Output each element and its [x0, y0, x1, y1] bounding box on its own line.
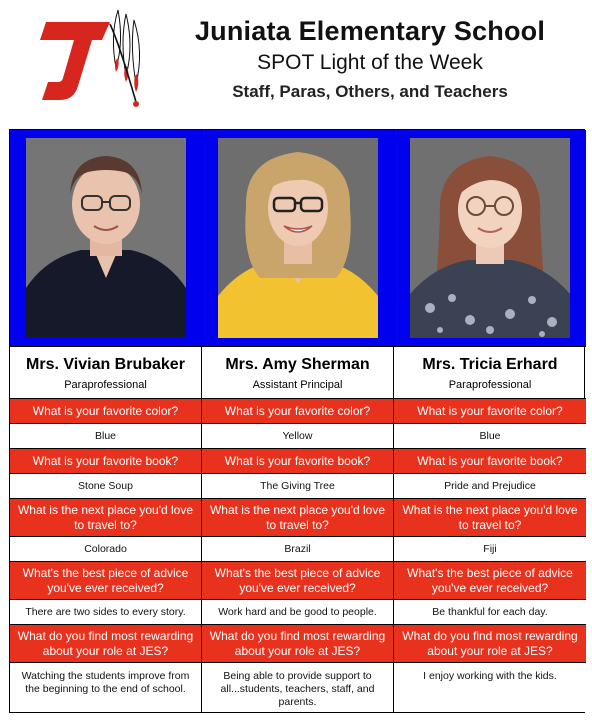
staff-role: Paraprofessional [448, 379, 532, 391]
page-header [0, 0, 592, 128]
question-favorite-color: What is your favorite color? [10, 399, 201, 424]
staff-name: Mrs. Vivian Brubaker [26, 356, 185, 373]
staff-name-cell [10, 347, 201, 399]
question-travel: What is the next place you'd love to travel to? [394, 499, 586, 537]
photo-cell [202, 130, 393, 347]
staff-photo-erhard [410, 138, 570, 338]
answer-advice: There are two sides to every story. [10, 600, 201, 625]
staff-name: Mrs. Tricia Erhard [422, 356, 558, 373]
staff-column-erhard [394, 130, 586, 712]
photo-cell [394, 130, 586, 347]
question-favorite-book: What is your favorite book? [394, 449, 586, 474]
school-name: Juniata Elementary School [194, 16, 546, 46]
answer-travel: Brazil [202, 537, 393, 562]
question-advice: What's the best piece of advice you've ever received? [202, 562, 393, 600]
staff-photo-brubaker [26, 138, 186, 338]
staff-name-cell [202, 347, 393, 399]
answer-travel: Fiji [394, 537, 586, 562]
staff-role: Assistant Principal [252, 379, 343, 391]
answer-favorite-color: Blue [10, 424, 201, 449]
staff-name-cell [394, 347, 586, 399]
question-rewarding: What do you find most rewarding about your role at JES? [10, 625, 201, 663]
question-favorite-book: What is your favorite book? [202, 449, 393, 474]
staff-column-sherman [202, 130, 394, 712]
question-advice: What's the best piece of advice you've ever received? [394, 562, 586, 600]
answer-favorite-book: Pride and Prejudice [394, 474, 586, 499]
question-rewarding: What do you find most rewarding about your role at JES? [202, 625, 393, 663]
question-travel: What is the next place you'd love to travel to? [202, 499, 393, 537]
question-favorite-color: What is your favorite color? [394, 399, 586, 424]
answer-favorite-book: Stone Soup [10, 474, 201, 499]
staff-name: Mrs. Amy Sherman [225, 356, 370, 373]
staff-photo-sherman [218, 138, 378, 338]
answer-travel: Colorado [10, 537, 201, 562]
spotlight-title: SPOT Light of the Week [257, 51, 483, 74]
staff-column-brubaker [10, 130, 202, 712]
question-favorite-color: What is your favorite color? [202, 399, 393, 424]
answer-advice: Work hard and be good to people. [202, 600, 393, 625]
juniata-j-feather-logo [40, 6, 150, 110]
answer-advice: Be thankful for each day. [394, 600, 586, 625]
staff-spotlight-table [9, 129, 585, 713]
spotlight-subtitle: Staff, Paras, Others, and Teachers [232, 82, 508, 101]
question-favorite-book: What is your favorite book? [10, 449, 201, 474]
staff-role: Paraprofessional [64, 379, 147, 391]
answer-rewarding: Being able to provide support to all...students, teachers, staff, and parents. [202, 663, 393, 712]
question-advice: What's the best piece of advice you've ever received? [10, 562, 201, 600]
answer-rewarding: Watching the students improve from the beginning to the end of school. [10, 663, 201, 712]
answer-favorite-color: Yellow [202, 424, 393, 449]
question-travel: What is the next place you'd love to travel to? [10, 499, 201, 537]
photo-cell [10, 130, 201, 347]
answer-favorite-book: The Giving Tree [202, 474, 393, 499]
question-rewarding: What do you find most rewarding about your role at JES? [394, 625, 586, 663]
answer-rewarding: I enjoy working with the kids. [394, 663, 586, 712]
answer-favorite-color: Blue [394, 424, 586, 449]
